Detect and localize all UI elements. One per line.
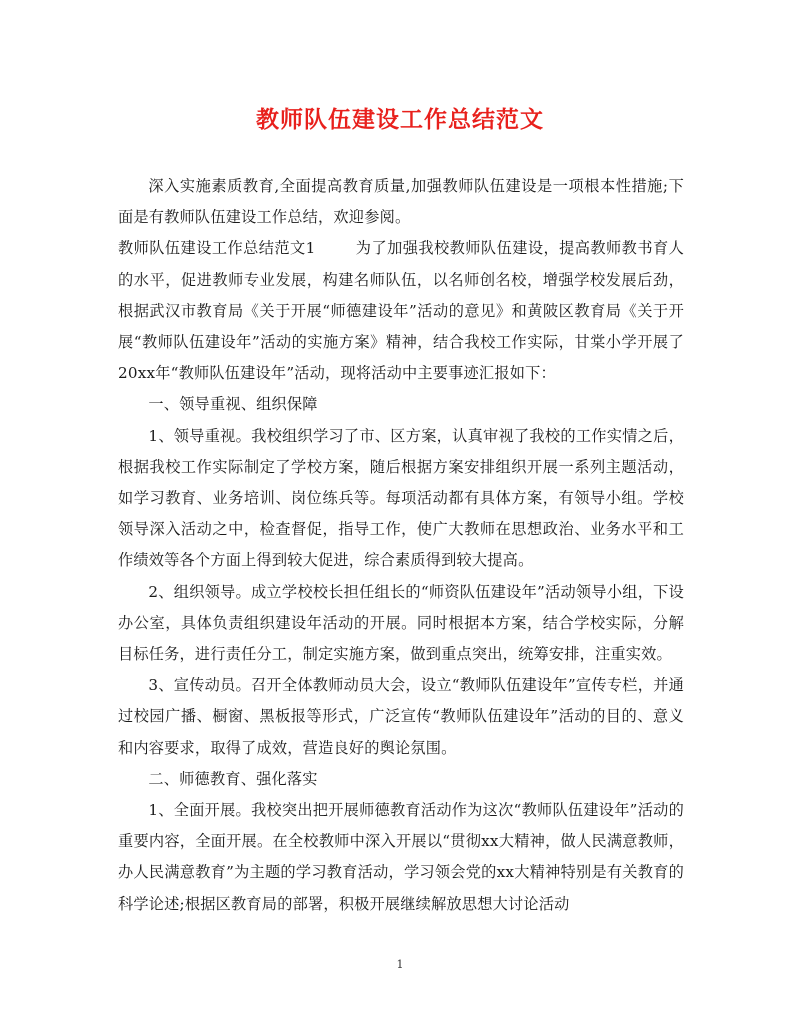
section-lead: 为了加强我校教师队伍建设，提高教师教书育人的水平，促进教师专业发展，构建名师队伍，以名师创名校，增强学校发展后劲，根据武汉市教育局《关于开展“师德建设年”活动的意见》和黄陂区教育局《关于开展“教师队伍建设年”活动的实施方案》精神，结合我校工作实际，甘棠小学开展了20xx年“教师队伍建设年”活动，现将活动中主要事迹汇报如下： [118, 239, 684, 383]
paragraph-leadership-attention: 1、领导重视。我校组织学习了市、区方案，认真审视了我校的工作实情之后，根据我校工作实际制定了学校方案，随后根据方案安排组织开展一系列主题活动，如学习教育、业务培训、岗位练兵等。每项活动都有具体方案，有领导小组。学校领导深入活动之中，检查督促，指导工作，使广大教师在思想政治、业务水平和工作绩效等各个方面上得到较大促进，综合素质得到较大提高。 [118, 426, 684, 570]
paragraph-publicity: 3、宣传动员。召开全体教师动员大会，设立“教师队伍建设年”宣传专栏，并通过校园广播、橱窗、黑板报等形式，广泛宣传“教师队伍建设年”活动的目的、意义和内容要求，取得了成效，营造良好的舆论氛围。 [118, 676, 684, 757]
intro-paragraph: 深入实施素质教育,全面提高教育质量,加强教师队伍建设是一项根本性措施;下面是有教师队伍建设工作总结，欢迎参阅。 [118, 177, 684, 227]
document-title: 教师队伍建设工作总结范文 [256, 106, 544, 133]
heading-ethics-education: 二、师德教育、强化落实 [148, 769, 318, 788]
paragraph-organization: 2、组织领导。成立学校校长担任组长的“师资队伍建设年”活动领导小组，下设办公室，具体负责组织建设年活动的开展。同时根据本方案，结合学校实际，分解目标任务，进行责任分工，制定实施方案，做到重点突出，统筹安排，注重实效。 [118, 582, 684, 664]
section-title: 教师队伍建设工作总结范文1 [118, 239, 316, 258]
section-paragraph [118, 233, 684, 389]
heading-leadership: 一、领导重视、组织保障 [148, 395, 318, 414]
page-number: 1 [396, 958, 404, 971]
document-body [118, 171, 684, 920]
paragraph-full-implementation: 1、全面开展。我校突出把开展师德教育活动作为这次“教师队伍建设年”活动的重要内容，全面开展。在全校教师中深入开展以“贯彻xx大精神，做人民满意教师，办人民满意教育”为主题的学习教育活动，学习领会党的xx大精神特别是有关教育的科学论述;根据区教育局的部署，积极开展继续解放思想大讨论活动 [118, 801, 684, 913]
